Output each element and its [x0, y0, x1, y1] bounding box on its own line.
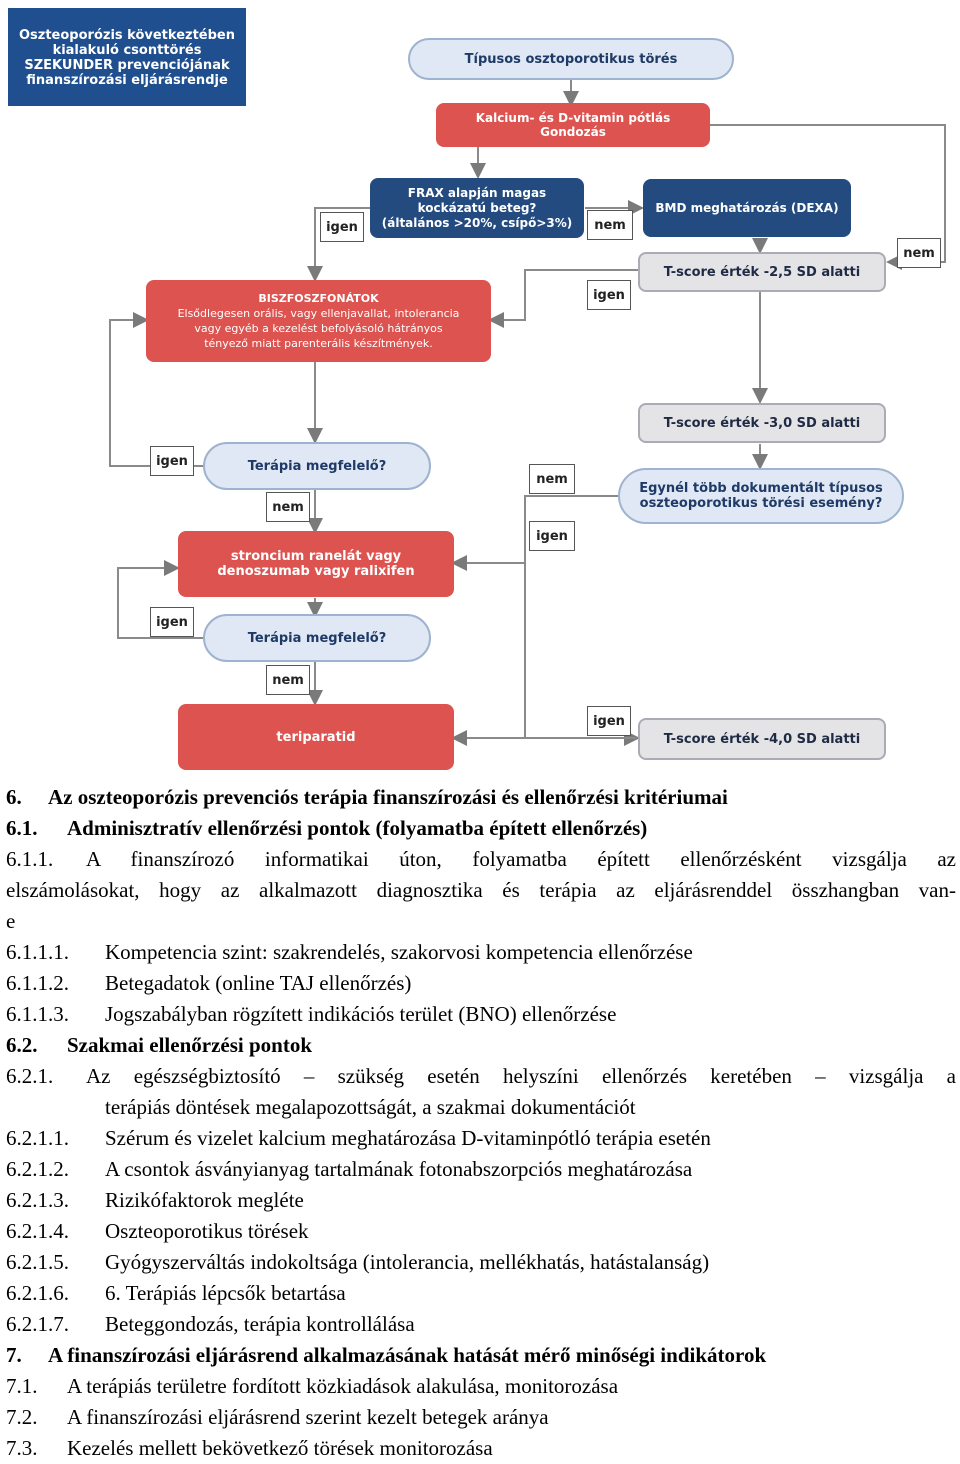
edge-label-nem: nem: [529, 464, 575, 494]
item-text: A terápiás területre fordított közkiadások alakulása, monitorozása: [67, 1374, 619, 1398]
section-number: 6.1.1.3.: [6, 1002, 69, 1026]
paragraph-text: Az egészségbiztosító – szükség esetén helyszíni ellenőrzés keretében – vizsgálja a: [86, 1064, 956, 1088]
node-frax-label-2: kockázatú beteg?: [417, 200, 537, 215]
node-tscore-40: [638, 718, 886, 760]
node-frax: [370, 178, 584, 238]
item-text: 6. Terápiás lépcsők betartása: [105, 1281, 346, 1305]
paragraph-text: terápiás döntések megalapozottságát, a szakmai dokumentációt: [105, 1095, 636, 1119]
edge-label-igen: igen: [150, 607, 194, 637]
node-tscore-30-label: T-score érték -3,0 SD alatti: [663, 415, 861, 431]
node-multi-fracture-label-1: Egynél több dokumentált típusos: [639, 481, 883, 496]
node-tscore-25: [638, 252, 886, 292]
node-therapy-ok-2: [203, 614, 431, 662]
section-number: 7.: [6, 1343, 22, 1367]
node-multi-fracture: [618, 468, 904, 524]
node-bisphosphonates: [146, 280, 491, 362]
item-text: Beteggondozás, terápia kontrollálása: [105, 1312, 415, 1336]
node-calcium-label-1: Kalcium- és D-vitamin pótlás: [475, 111, 671, 125]
edge-label-nem: nem: [266, 492, 310, 522]
section-number: 6.2.1.4.: [6, 1219, 69, 1243]
section-number: 6.1.1.: [6, 847, 54, 871]
header-title-box: [8, 8, 246, 106]
paragraph-text: elszámolásokat, hogy az alkalmazott diagnosztika és terápia az eljárásrenddel összhangban van-: [6, 878, 956, 902]
node-tscore-25-label: T-score érték -2,5 SD alatti: [663, 264, 861, 280]
node-bmd: [643, 179, 851, 237]
section-heading: Szakmai ellenőrzési pontok: [67, 1033, 312, 1057]
section-number: 6.2.: [6, 1033, 38, 1057]
section-number: 7.3.: [6, 1436, 38, 1460]
section-heading: Az oszteoporózis prevenciós terápia finanszírozási és ellenőrzési kritériumai: [48, 785, 728, 809]
node-teriparatid: [178, 704, 454, 770]
item-text: Gyógyszerváltás indokoltsága (intolerancia, mellékhatás, hatástalanság): [105, 1250, 710, 1274]
item-text: Szérum és vizelet kalcium meghatározása D-vitaminpótló terápia esetén: [105, 1126, 711, 1150]
node-frax-label-1: FRAX alapján magas: [407, 185, 547, 200]
node-multi-fracture-label-2: oszteoporotikus törési esemény?: [639, 496, 883, 511]
section-number: 6.2.1.7.: [6, 1312, 69, 1336]
section-heading: Adminisztratív ellenőrzési pontok (folyamatba épített ellenőrzés): [67, 816, 648, 840]
node-bisphos-title: BISZFOSZFONÁTOK: [258, 292, 379, 305]
node-bisphos-line-1: Elsődlegesen orális, vagy ellenjavallat, intolerancia: [177, 307, 460, 320]
paragraph-text: e: [6, 909, 16, 933]
edge-label-igen: igen: [150, 446, 194, 476]
section-number: 7.1.: [6, 1374, 38, 1398]
node-stroncium: [178, 531, 454, 597]
item-text: Rizikófaktorok megléte: [105, 1188, 304, 1212]
section-number: 6.: [6, 785, 22, 809]
item-text: Jogszabályban rögzített indikációs terület (BNO) ellenőrzése: [105, 1002, 617, 1026]
item-text: Betegadatok (online TAJ ellenőrzés): [105, 971, 412, 995]
item-text: A csontok ásványianyag tartalmának fotonabszorpciós meghatározása: [105, 1157, 693, 1181]
section-number: 6.2.1.: [6, 1064, 54, 1088]
edge-label-igen: igen: [587, 706, 631, 736]
edge-label-nem: nem: [897, 238, 941, 268]
node-stroncium-label-2: denoszumab vagy ralixifen: [217, 564, 415, 579]
edge-label-igen: igen: [320, 212, 364, 242]
section-number: 6.1.1.2.: [6, 971, 69, 995]
paragraph-text: A finanszírozó informatikai úton, folyamatba épített ellenőrzésként vizsgálja az: [86, 847, 956, 871]
node-therapy-ok-1-label: Terápia megfelelő?: [247, 458, 387, 474]
node-tscore-40-label: T-score érték -4,0 SD alatti: [663, 731, 861, 747]
edge-label-igen: igen: [529, 521, 575, 551]
edge-label-igen: igen: [587, 280, 631, 310]
node-tscore-30: [638, 403, 886, 443]
node-stroncium-label-1: stroncium ranelát vagy: [230, 549, 402, 564]
node-bisphos-line-3: tényező miatt parenterális készítmények.: [204, 337, 433, 350]
node-therapy-ok-1: [203, 442, 431, 490]
section-number: 6.2.1.5.: [6, 1250, 69, 1274]
item-text: Kezelés mellett bekövetkező törések monitorozása: [67, 1436, 493, 1460]
edge-label-nem: nem: [587, 210, 633, 240]
section-number: 6.2.1.1.: [6, 1126, 69, 1150]
item-text: A finanszírozási eljárásrend szerint kezelt betegek aránya: [67, 1405, 549, 1429]
section-number: 6.2.1.3.: [6, 1188, 69, 1212]
edge-label-nem: nem: [266, 665, 310, 695]
node-typical-fracture-label: Típusos osztoporotikus törés: [464, 51, 678, 67]
node-calcium: [436, 103, 710, 147]
node-bisphos-line-2: vagy egyéb a kezelést befolyásoló hátrányos: [194, 322, 443, 335]
section-number: 6.2.1.6.: [6, 1281, 69, 1305]
node-frax-label-3: (általános >20%, csípő>3%): [381, 215, 573, 230]
node-typical-fracture: [408, 38, 734, 80]
item-text: Oszteoporotikus törések: [105, 1219, 309, 1243]
node-therapy-ok-2-label: Terápia megfelelő?: [247, 630, 387, 646]
node-teriparatid-label: teriparatid: [276, 729, 356, 745]
section-number: 6.2.1.2.: [6, 1157, 69, 1181]
node-bmd-label: BMD meghatározás (DEXA): [655, 201, 839, 215]
node-calcium-label-2: Gondozás: [540, 125, 606, 139]
item-text: Kompetencia szint: szakrendelés, szakorvosi kompetencia ellenőrzése: [105, 940, 693, 964]
section-number: 7.2.: [6, 1405, 38, 1429]
section-number: 6.1.: [6, 816, 38, 840]
section-number: 6.1.1.1.: [6, 940, 69, 964]
section-heading: A finanszírozási eljárásrend alkalmazásának hatását mérő minőségi indikátorok: [48, 1343, 767, 1367]
header-title: Oszteoporózis következtében kialakuló csonttörés SZEKUNDER prevenciójának finanszírozási eljárásrendje: [18, 28, 235, 88]
